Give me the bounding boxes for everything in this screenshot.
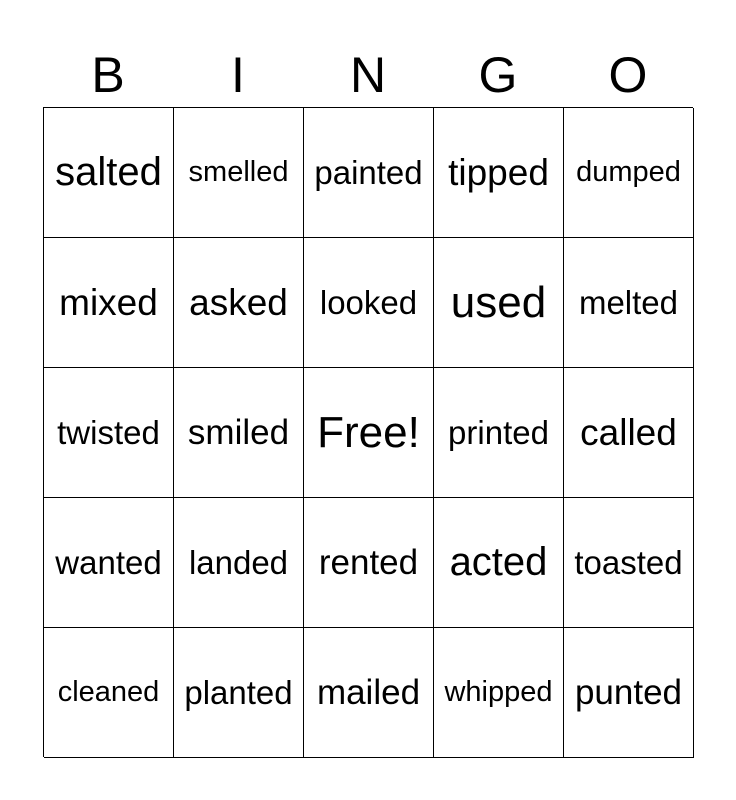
bingo-cell[interactable] — [434, 238, 564, 368]
bingo-cell[interactable] — [434, 628, 564, 758]
bingo-cell[interactable] — [434, 498, 564, 628]
header-letter-i: I — [231, 47, 245, 103]
cell-word: painted — [314, 153, 423, 191]
cell-word: acted — [449, 540, 548, 584]
bingo-cell[interactable] — [304, 238, 434, 368]
bingo-cell[interactable] — [44, 368, 174, 498]
cell-word: smelled — [188, 156, 289, 188]
cell-word: twisted — [57, 413, 160, 451]
bingo-cell[interactable] — [174, 628, 304, 758]
bingo-cell[interactable] — [564, 498, 694, 628]
bingo-cell[interactable] — [564, 108, 694, 238]
cell-word: looked — [319, 283, 418, 321]
bingo-cell[interactable] — [174, 238, 304, 368]
cell-word: cleaned — [57, 676, 160, 708]
free-space-label: Free! — [317, 407, 420, 457]
cell-word: melted — [578, 283, 679, 321]
bingo-cell[interactable] — [304, 628, 434, 758]
bingo-cell[interactable] — [44, 238, 174, 368]
bingo-board — [43, 107, 693, 757]
bingo-cell[interactable] — [304, 498, 434, 628]
header-letter-o: O — [608, 47, 648, 103]
cell-word: asked — [189, 281, 288, 323]
cell-word: mailed — [316, 672, 421, 712]
free-space[interactable] — [304, 368, 434, 498]
cell-word: toasted — [574, 543, 683, 581]
bingo-cell[interactable] — [174, 368, 304, 498]
cell-word: mixed — [59, 281, 158, 323]
cell-word: dumped — [576, 156, 681, 188]
bingo-cell[interactable] — [434, 108, 564, 238]
bingo-cell[interactable] — [564, 368, 694, 498]
cell-word: smiled — [187, 412, 290, 452]
bingo-cell[interactable] — [564, 628, 694, 758]
cell-word: used — [450, 277, 547, 327]
cell-word: whipped — [444, 676, 553, 708]
bingo-cell[interactable] — [44, 628, 174, 758]
header-letter-g: G — [478, 47, 518, 103]
bingo-cell[interactable] — [564, 238, 694, 368]
cell-word: punted — [574, 672, 683, 712]
bingo-cell[interactable] — [44, 498, 174, 628]
header-letter-n: N — [349, 47, 387, 103]
bingo-cell[interactable] — [434, 368, 564, 498]
bingo-cell[interactable] — [174, 498, 304, 628]
cell-word: rented — [318, 542, 419, 582]
cell-word: wanted — [55, 543, 162, 581]
bingo-cell[interactable] — [174, 108, 304, 238]
bingo-cell[interactable] — [44, 108, 174, 238]
cell-word: tipped — [448, 151, 549, 193]
cell-word: planted — [184, 673, 293, 711]
bingo-header — [43, 46, 693, 104]
cell-word: landed — [188, 543, 289, 581]
cell-word: called — [580, 411, 677, 453]
bingo-cell[interactable] — [304, 108, 434, 238]
header-letter-b: B — [91, 47, 125, 103]
cell-word: printed — [448, 413, 549, 451]
cell-word: salted — [55, 150, 162, 194]
